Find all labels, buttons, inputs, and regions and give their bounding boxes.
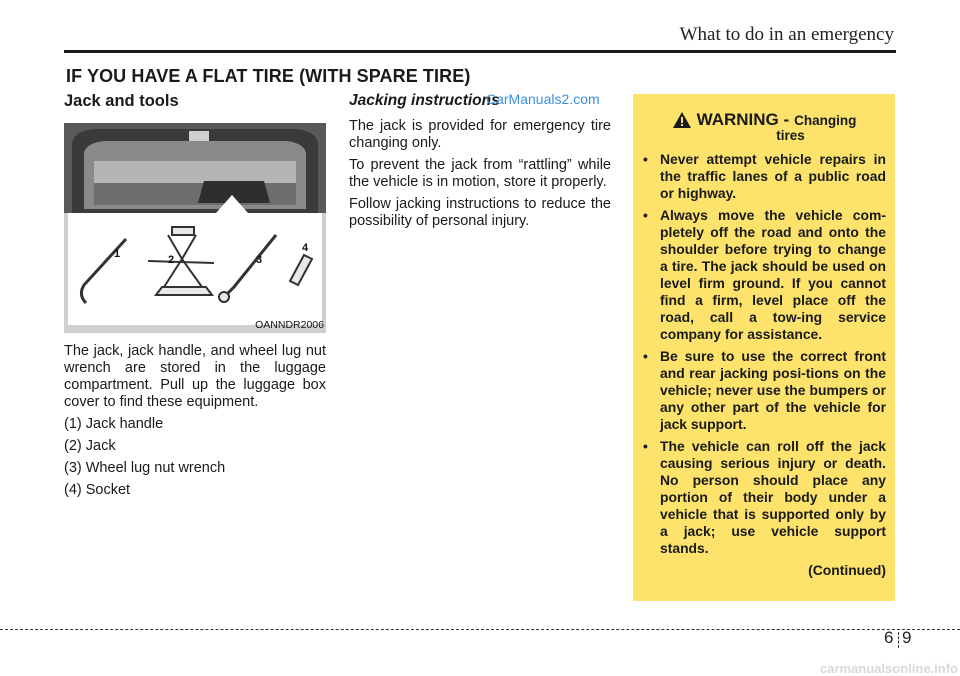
warning-item: [643, 438, 886, 557]
callout-3: 3: [256, 254, 263, 266]
page-number-divider: [898, 632, 899, 648]
warning-list: [643, 151, 886, 557]
continued-label: (Continued): [808, 562, 886, 578]
warning-subject-continued: tires: [776, 128, 805, 143]
middle-column: [349, 92, 611, 235]
instruction-paragraph: To prevent the jack from “rattling” while the vehicle is in motion, store it properly.: [349, 157, 611, 190]
footer-rule: [0, 629, 960, 630]
section-title: IF YOU HAVE A FLAT TIRE (WITH SPARE TIRE): [66, 66, 471, 86]
header-rule: [64, 50, 896, 53]
storage-paragraph: The jack, jack handle, and wheel lug nut wrench are stored in the luggage compartment. Pull up the luggage box cover to find these equipment.: [64, 343, 326, 410]
jack-tools-illustration: [64, 123, 326, 333]
callout-2: 2: [168, 254, 175, 266]
warning-box: [633, 94, 895, 601]
list-item: (4) Socket: [64, 482, 131, 498]
page-number: 9: [902, 628, 912, 647]
footer-watermark[interactable]: carmanualsonline.info: [820, 661, 958, 676]
jack-and-tools-heading: Jack and tools: [64, 92, 179, 110]
warning-item: [643, 151, 886, 202]
warning-header: [643, 110, 886, 143]
bullet: •: [643, 348, 648, 364]
bullet: •: [643, 151, 648, 167]
instruction-paragraph: Follow jacking instructions to reduce the possibility of personal injury.: [349, 196, 611, 229]
tools-list: [64, 416, 326, 499]
jacking-instructions-heading: [349, 92, 611, 110]
running-header: What to do in an emergency: [679, 24, 894, 45]
chapter-number: 6: [884, 628, 894, 647]
warning-keyword: WARNING -: [696, 110, 790, 129]
warning-item-text: Always move the vehicle com-pletely off the road and onto the shoulder before trying to change a tire. The jack should be used on level firm ground. If you cannot find a firm, level place off the road, call a tow-ing service company for assistance.: [660, 207, 886, 342]
warning-triangle-icon: [673, 112, 691, 128]
site-watermark[interactable]: CarManuals2.com: [486, 91, 600, 107]
instruction-paragraph: The jack is provided for emergency tire changing only.: [349, 118, 611, 151]
jacking-instructions-title: Jacking instructions: [349, 92, 500, 109]
warning-item-text: The vehicle can roll off the jack causing serious injury or death. No person should place any portion of their body under a vehicle that is supported only by a jack; use vehicle support stands.: [660, 438, 886, 556]
warning-item-text: Be sure to use the correct front and rear jacking posi-tions on the vehicle; never use the bumpers or any other part of the vehicle for jack support.: [660, 348, 886, 432]
warning-item: [643, 348, 886, 433]
jack-tools-figure: [64, 123, 326, 333]
callout-1: 1: [114, 248, 121, 260]
list-item: (2) Jack: [64, 438, 116, 454]
list-item: (1) Jack handle: [64, 416, 164, 432]
callout-4: 4: [302, 242, 309, 254]
warning-subject: Changing: [794, 112, 857, 128]
list-item: (3) Wheel lug nut wrench: [64, 460, 226, 476]
bullet: •: [643, 438, 648, 454]
warning-item: [643, 207, 886, 343]
bullet: •: [643, 207, 648, 223]
figure-code: OANNDR2006: [255, 319, 324, 331]
warning-item-text: Never attempt vehicle repairs in the traffic lanes of a public road or highway.: [660, 151, 886, 201]
left-column: [64, 92, 326, 504]
